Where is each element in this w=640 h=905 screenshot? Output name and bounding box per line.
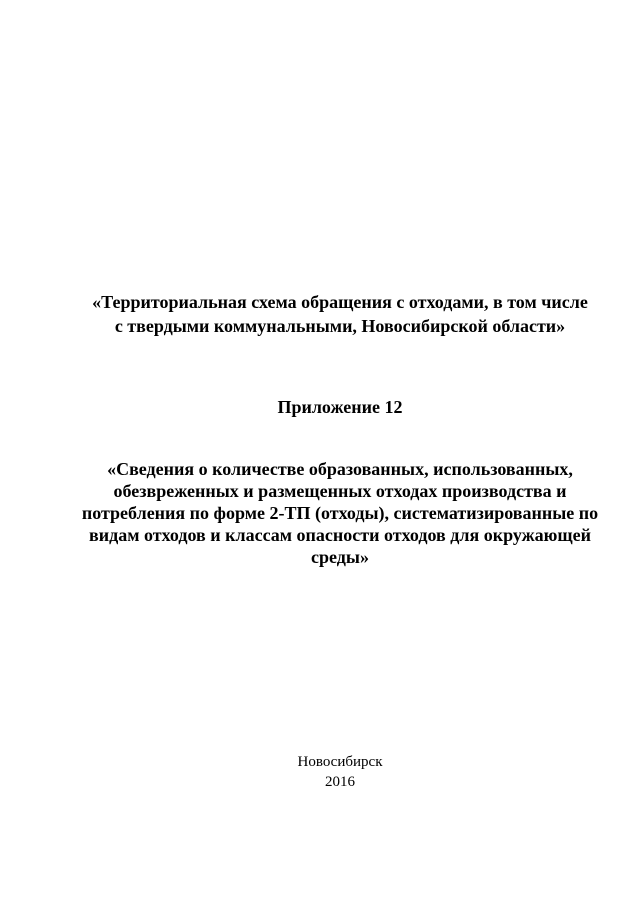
title-line: с твердыми коммунальными, Новосибирской области» xyxy=(114,316,566,336)
description-line: среды» xyxy=(311,547,369,567)
title-line: «Территориальная схема обращения с отходами, в том числе xyxy=(92,292,588,312)
city-name: Новосибирск xyxy=(297,754,383,770)
appendix-description xyxy=(60,458,620,568)
description-line: потребления по форме 2-ТП (отходы), систематизированные по xyxy=(81,503,599,523)
description-line: «Сведения о количестве образованных, использованных, xyxy=(107,459,573,479)
appendix-text: Приложение 12 xyxy=(277,397,403,417)
description-line: видам отходов и классам опасности отходов для окружающей xyxy=(89,525,591,545)
place-and-year xyxy=(60,752,620,792)
publication-year: 2016 xyxy=(325,774,355,790)
appendix-label xyxy=(60,395,620,419)
document-title xyxy=(60,290,620,338)
description-line: обезвреженных и размещенных отходах производства и xyxy=(113,481,567,501)
